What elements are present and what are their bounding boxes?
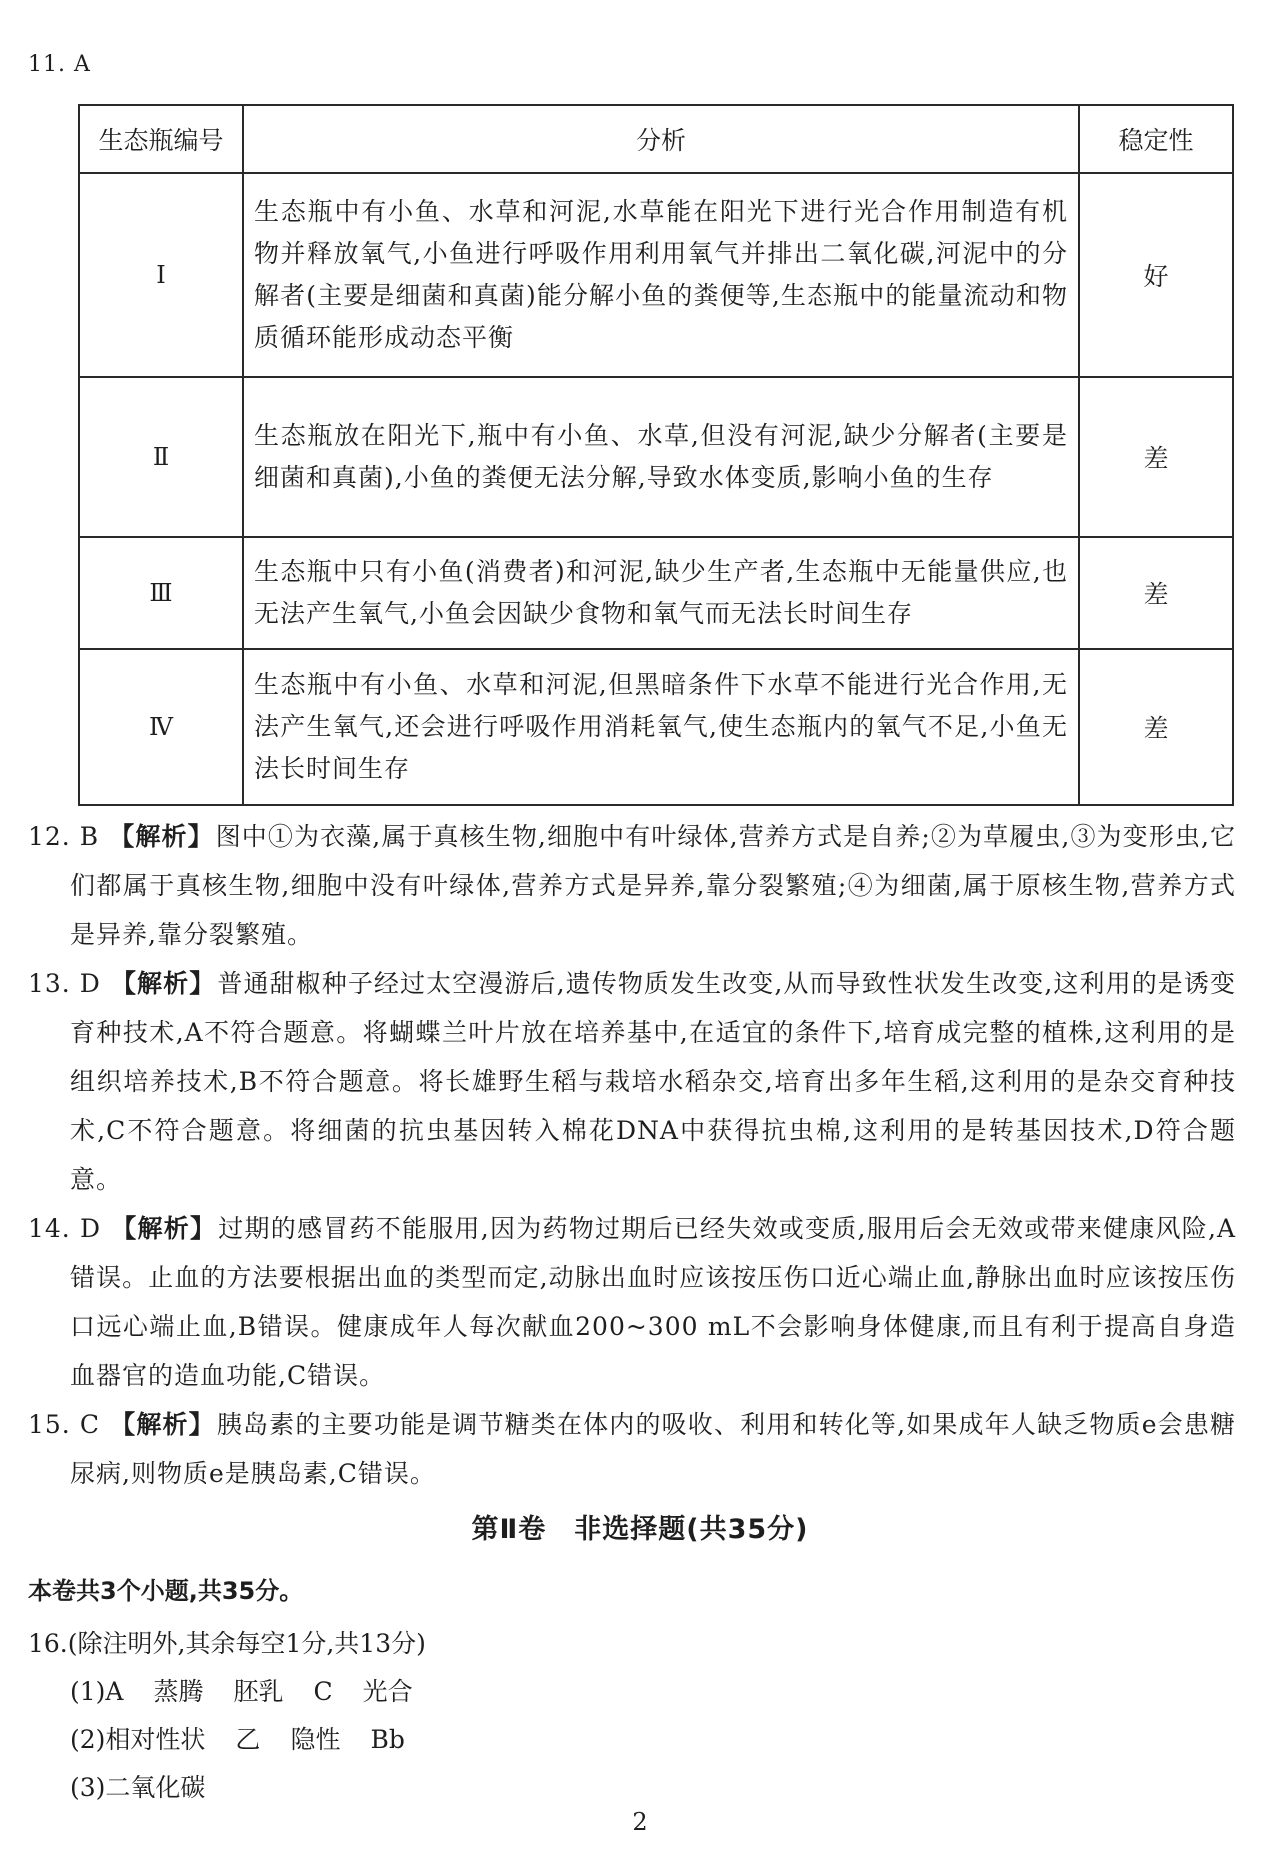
answer-item: 胚乳	[233, 1677, 284, 1706]
answer-text: 图中①为衣藻,属于真核生物,细胞中有叶绿体,营养方式是自养;②为草履虫,③为变形虫,它们都属于真核生物,细胞中没有叶绿体,营养方式是异养,靠分裂繁殖;④为细菌,属于原核生物,营养方式是异养,靠分裂繁殖。	[70, 822, 1236, 949]
bottle-analysis: 生态瓶中有小鱼、水草和河泥,但黑暗条件下水草不能进行光合作用,无法产生氧气,还会进行呼吸作用消耗氧气,使生态瓶内的氧气不足,小鱼无法长时间生存	[243, 649, 1079, 805]
analysis-tag: 【解析】	[109, 822, 214, 851]
header-analysis: 分析	[243, 105, 1079, 173]
answer-item: Bb	[370, 1725, 405, 1754]
question-16	[28, 1620, 443, 1812]
answer-item: C	[313, 1677, 333, 1706]
answer-text: 胰岛素的主要功能是调节糖类在体内的吸收、利用和转化等,如果成年人缺乏物质e会患糖尿病,则物质e是胰岛素,C错误。	[70, 1410, 1236, 1488]
bottle-id: Ⅱ	[79, 377, 243, 537]
answer-number: 14. D	[28, 1214, 102, 1243]
bottle-id: Ⅰ	[79, 173, 243, 377]
bottle-stability: 差	[1079, 649, 1233, 805]
bottle-stability: 差	[1079, 377, 1233, 537]
bottle-stability: 差	[1079, 537, 1233, 649]
analysis-tag: 【解析】	[110, 969, 216, 998]
analysis-tag: 【解析】	[110, 1410, 215, 1439]
header-stability: 稳定性	[1079, 105, 1233, 173]
answer-12	[28, 812, 1236, 959]
bottle-analysis: 生态瓶中只有小鱼(消费者)和河泥,缺少生产者,生态瓶中无能量供应,也无法产生氧气,小鱼会因缺少食物和氧气而无法长时间生存	[243, 537, 1079, 649]
table-row	[79, 537, 1233, 649]
section-note: 本卷共3个小题,共35分。	[28, 1577, 304, 1605]
table-row	[79, 377, 1233, 537]
answer-number: 12. B	[28, 822, 100, 851]
answer-13	[28, 959, 1236, 1204]
answer-15	[28, 1400, 1236, 1498]
answer-item: 光合	[362, 1677, 413, 1706]
answer-text: 普通甜椒种子经过太空漫游后,遗传物质发生改变,从而导致性状发生改变,这利用的是诱变育种技术,A不符合题意。将蝴蝶兰叶片放在培养基中,在适宜的条件下,培育成完整的植株,这利用的是组织培养技术,B不符合题意。将长雄野生稻与栽培水稻杂交,培育出多年生稻,这利用的是杂交育种技术,C不符合题意。将细菌的抗虫基因转入棉花DNA中获得抗虫棉,这利用的是转基因技术,D符合题意。	[70, 969, 1236, 1194]
answer-list	[28, 812, 1236, 1498]
section-title: 第Ⅱ卷 非选择题(共35分)	[471, 1514, 809, 1545]
question-16-part-3	[28, 1764, 443, 1812]
answer-item: (2)相对性状	[70, 1725, 206, 1754]
answer-item: 乙	[235, 1725, 261, 1754]
answer-14	[28, 1204, 1236, 1400]
answer-text: 过期的感冒药不能服用,因为药物过期后已经失效或变质,服用后会无效或带来健康风险,A错误。止血的方法要根据出血的类型而定,动脉出血时应该按压伤口近心端止血,静脉出血时应该按压伤口远心端止血,B错误。健康成年人每次献血200~300 mL不会影响身体健康,而且有利于提高自身造血器官的造血功能,C错误。	[70, 1214, 1236, 1390]
answer-item: 蒸腾	[153, 1677, 204, 1706]
bottle-analysis: 生态瓶中有小鱼、水草和河泥,水草能在阳光下进行光合作用制造有机物并释放氧气,小鱼进行呼吸作用利用氧气并排出二氧化碳,河泥中的分解者(主要是细菌和真菌)能分解小鱼的粪便等,生态瓶中的能量流动和物质循环能形成动态平衡	[243, 173, 1079, 377]
answer-number: 15. C	[28, 1410, 100, 1439]
table-row	[79, 649, 1233, 805]
bottle-stability: 好	[1079, 173, 1233, 377]
question-16-part-2	[28, 1716, 443, 1764]
answer-item: (1)A	[70, 1677, 124, 1706]
answer-item: 隐性	[290, 1725, 341, 1754]
analysis-tag: 【解析】	[111, 1214, 217, 1243]
bottle-id: Ⅳ	[79, 649, 243, 805]
table-header-row	[79, 105, 1233, 173]
answer-item: (3)二氧化碳	[70, 1773, 206, 1802]
question-16-part-1	[28, 1668, 443, 1716]
answer-number: 13. D	[28, 969, 101, 998]
table-row	[79, 173, 1233, 377]
bottle-analysis: 生态瓶放在阳光下,瓶中有小鱼、水草,但没有河泥,缺少分解者(主要是细菌和真菌),小鱼的粪便无法分解,导致水体变质,影响小鱼的生存	[243, 377, 1079, 537]
question-16-head: 16.(除注明外,其余每空1分,共13分)	[28, 1629, 426, 1658]
ecosystem-bottle-table	[78, 104, 1234, 806]
header-bottle-id: 生态瓶编号	[79, 105, 243, 173]
question-11-answer: 11. A	[28, 52, 91, 77]
page-number: 2	[632, 1808, 648, 1836]
bottle-id: Ⅲ	[79, 537, 243, 649]
